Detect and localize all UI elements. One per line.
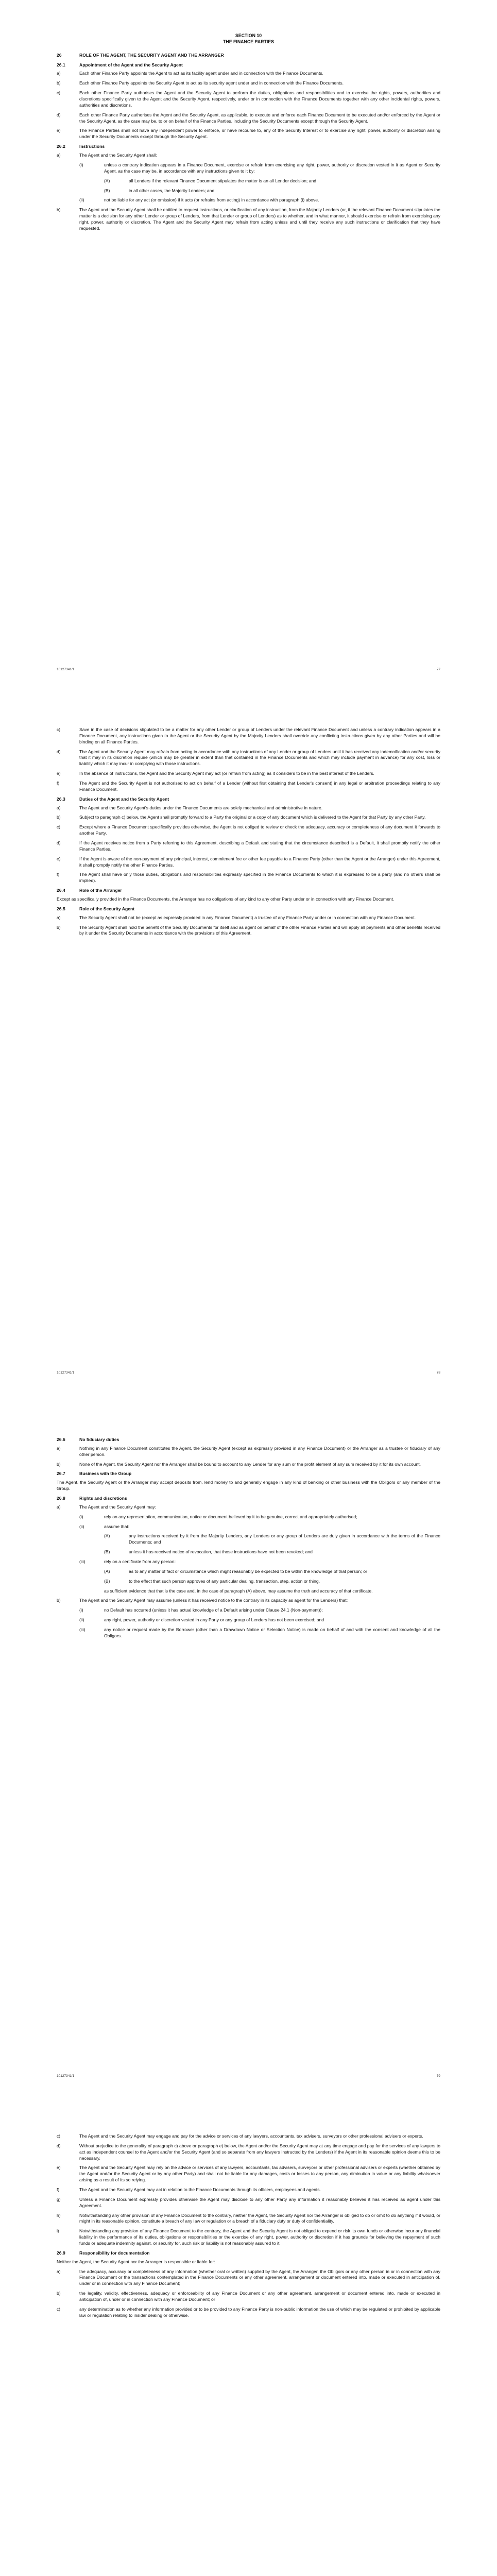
paragraph-text: any notice or request made by the Borrower (other than a Drawdown Notice or Selection Notice) is made on behalf of and with the consent and knowledge of all the Obligors. <box>104 1627 440 1638</box>
paragraph-text: The Agent and the Security Agent shall: <box>79 152 157 158</box>
paragraph <box>57 1446 440 1458</box>
paragraph <box>57 1504 440 1511</box>
clause-heading <box>57 53 440 59</box>
paragraph-text: Unless a Finance Document expressly provides otherwise the Agent may disclose to any other Party any information it reasonably believes it has received as agent under this Agreement. <box>79 2196 440 2208</box>
doc-reference: 10127341/1 <box>57 668 75 671</box>
paragraph-text: The Agent and the Security Agent is not authorised to act on behalf of a Lender (without first obtaining that Lender's consent) in any legal or arbitration proceedings relating to any Finance Document. <box>79 781 440 792</box>
page-number: 78 <box>436 1371 440 1375</box>
paragraph <box>57 2307 440 2319</box>
clause-heading <box>57 62 440 69</box>
paragraph-text: not be liable for any act (or omission) if it acts (or refrains from acting) in accordance with paragraph (i) above. <box>104 197 319 203</box>
page-content <box>57 53 440 232</box>
paragraph-label: e) <box>57 771 61 776</box>
sub-paragraph <box>79 1524 440 1530</box>
paragraph <box>57 80 440 87</box>
page-footer <box>57 668 440 672</box>
page-number: 77 <box>436 668 440 671</box>
sub-paragraph <box>79 1559 440 1565</box>
paragraph-text: Notwithstanding any provision of any Finance Document to the contrary, the Agent and the Security Agent is not obliged to expend or risk its own funds or otherwise incur any financial liability in the performance of its duties, obligations or responsibilities or the exercise of any right, power, authority or discretion if it has grounds for believing the repayment of such funds or adequate indemnity against, or security for, such risk or liability is not reasonably assured to it. <box>79 2228 440 2246</box>
paragraph-text: The Agent shall have only those duties, obligations and responsibilities expressly specified in the Finance Documents to which it is expressed to be a party (and no others shall be implied). <box>79 872 440 884</box>
sub-paragraph <box>104 1579 440 1585</box>
paragraph <box>57 128 440 140</box>
paragraph-text: unless a contrary indication appears in a Finance Document, exercise or refrain from exercising any right, power, authority or discretion vested in it as Agent or Security Agent, as the case may be, in accordance with any instructions given to it by: <box>104 162 440 174</box>
paragraph-label: (A) <box>104 1533 110 1539</box>
paragraph-text: as sufficient evidence that that is the case and, in the case of paragraph (A) above, may assume the truth and accuracy of that certificate. <box>104 1588 373 1594</box>
paragraph-text: If the Agent receives notice from a Party referring to this Agreement, describing a Default and stating that the circumstance described is a Default, it shall promptly notify the other Finance Parties. <box>79 840 440 852</box>
sub-paragraph <box>79 197 440 204</box>
paragraph-text: Each other Finance Party appoints the Agent to act as its facility agent under and in connection with the Finance Documents. <box>79 71 323 76</box>
paragraph-text: The Finance Parties shall not have any independent power to enforce, or have recourse to, any of the Security Interest or to exercise any right, power, authority or discretion arising under the Security Documents except through the Security Agent. <box>79 128 440 140</box>
paragraph-text: In the absence of instructions, the Agent and the Security Agent may act (or refrain from acting) as it considers to be in the best interest of the Lenders. <box>79 771 374 776</box>
clause-number: 26 <box>57 52 62 58</box>
paragraph-text: Save in the case of decisions stipulated to be a matter for any other Lender or group of Lenders under the relevant Finance Document and unless a contrary indication appears in a Finance Document, any instructions given to the Agent or the Security Agent by the Majority Lenders shall override any conflicting instructions given by any other Parties and will be binding on all Finance Parties. <box>79 727 440 744</box>
sub-paragraph <box>79 1627 440 1639</box>
doc-reference: 10127341/1 <box>57 2074 75 2078</box>
page-content <box>57 727 440 937</box>
paragraph-text: Subject to paragraph c) below, the Agent shall promptly forward to a Party the original or a copy of any document which is delivered to the Agent for that Party by any other Party. <box>79 815 426 820</box>
paragraph-text: assume that: <box>104 1523 130 1529</box>
paragraph <box>57 771 440 777</box>
paragraph <box>57 2197 440 2209</box>
doc-reference: 10127341/1 <box>57 1371 75 1375</box>
paragraph-text: The Agent and the Security Agent shall be entitled to request instructions, or clarification of any instruction, from the Majority Lenders (or, if the relevant Finance Document stipulates the matter is a decision for any other Lender or group of Lenders, from that Lender or group of Lenders) as to whether, and in what manner, it should exercise or refrain from exercising any right, power, authority or discretion. The Agent and the Security Agent may refrain from acting unless and until they receive any such instructions or clarification that they have requested. <box>79 207 440 231</box>
clause-number: 26.5 <box>57 906 65 911</box>
paragraph-label: (ii) <box>79 1523 84 1529</box>
clause-title: Instructions <box>79 144 105 149</box>
clause-heading <box>57 888 440 894</box>
page <box>0 2110 497 2576</box>
page <box>0 703 497 1406</box>
paragraph-label: c) <box>57 90 61 96</box>
paragraph-text: Except as specifically provided in the Finance Documents, the Arranger has no obligations of any kind to any other Party under or in connection with any Finance Document. <box>57 896 395 902</box>
paragraph <box>57 71 440 77</box>
page-footer <box>57 1371 440 1376</box>
clause-title: Duties of the Agent and the Security Agent <box>79 796 169 802</box>
paragraph <box>57 815 440 821</box>
paragraph-label: (A) <box>104 1568 110 1574</box>
clause-number: 26.2 <box>57 144 65 149</box>
page <box>0 0 497 703</box>
paragraph <box>57 90 440 109</box>
paragraph-text: None of the Agent, the Security Agent nor the Arranger shall be bound to account to any Lender for any sum or the profit element of any sum received by it for its own account. <box>79 1461 421 1467</box>
paragraph-label: c) <box>57 2133 61 2139</box>
paragraph-label: e) <box>57 128 61 133</box>
paragraph-label: (i) <box>79 1607 83 1613</box>
paragraph <box>57 1598 440 1604</box>
paragraph-text: the legality, validity, effectiveness, adequacy or enforceability of any Finance Document or any other agreement, arrangement or document entered into, made or executed in anticipation of, under or in connection with any Finance Document; or <box>79 2291 440 2302</box>
paragraph-label: f) <box>57 872 60 877</box>
sub-paragraph <box>104 188 440 194</box>
page-number: 79 <box>436 2074 440 2078</box>
paragraph-label: (iii) <box>79 1559 85 1565</box>
paragraph-label: (iii) <box>79 1627 85 1633</box>
clause-title: Business with the Group <box>79 1471 132 1477</box>
paragraph <box>57 824 440 837</box>
clause-heading <box>57 1437 440 1443</box>
clause-number: 26.9 <box>57 2250 65 2256</box>
paragraph-label: b) <box>57 1461 61 1467</box>
section-number: SECTION 10 <box>235 33 262 38</box>
clause-heading <box>57 1496 440 1502</box>
paragraph-label: f) <box>57 781 60 786</box>
paragraph-label: (A) <box>104 178 110 183</box>
paragraph <box>57 840 440 853</box>
paragraph <box>57 2187 440 2193</box>
paragraph <box>57 2269 440 2287</box>
paragraph-label: h) <box>57 2212 61 2218</box>
paragraph <box>57 2143 440 2162</box>
paragraph-label: d) <box>57 840 61 846</box>
paragraph-label: g) <box>57 2196 61 2202</box>
paragraph-label: (ii) <box>79 1617 84 1623</box>
paragraph <box>57 2165 440 2183</box>
sub-paragraph <box>79 1607 440 1614</box>
paragraph-text: any instructions received by it from the Majority Lenders, any Lenders or any group of Lenders are duly given in accordance with the terms of the Finance Documents; and <box>129 1533 440 1545</box>
paragraph-label: (B) <box>104 1578 110 1584</box>
paragraph-text: Neither the Agent, the Security Agent nor the Arranger is responsible or liable for: <box>57 2259 215 2264</box>
paragraph-label: b) <box>57 1598 61 1603</box>
paragraph-label: (B) <box>104 188 110 193</box>
paragraph-text: The Agent and the Security Agent may assume (unless it has received notice to the contrary in its capacity as agent for the Lenders) that: <box>79 1598 348 1603</box>
paragraph-label: d) <box>57 112 61 117</box>
paragraph-label: e) <box>57 2165 61 2171</box>
paragraph <box>57 2213 440 2225</box>
clause-title: Role of the Arranger <box>79 888 122 893</box>
clause-heading <box>57 144 440 150</box>
sub-paragraph <box>79 1514 440 1520</box>
clause-number: 26.7 <box>57 1471 65 1477</box>
paragraph-label: (B) <box>104 1549 110 1555</box>
paragraph-text: The Security Agent shall hold the benefit of the Security Documents for itself and as agent on behalf of the other Finance Parties and will apply all payments and other benefits received by it under the Security Documents in accordance with the provisions of this Agreement. <box>79 924 440 936</box>
paragraph-text: the adequacy, accuracy or completeness of any information (whether oral or written) supplied by the Agent, the Arranger, the Obligors or any other person in or in connection with any Finance Document or the transactions contemplated in the Finance Documents or any other agreement, arrangement or document entered into, made or executed in anticipation of, under or in connection with any Finance Document; <box>79 2268 440 2286</box>
page-footer <box>57 2074 440 2079</box>
clause-number: 26.6 <box>57 1437 65 1442</box>
paragraph-label: c) <box>57 824 61 830</box>
sub-paragraph <box>104 1549 440 1555</box>
paragraph-label: a) <box>57 152 61 158</box>
paragraph-label: c) <box>57 2306 61 2312</box>
paragraph-label: d) <box>57 2143 61 2148</box>
clause-heading <box>57 796 440 803</box>
paragraph-text: The Agent and the Security Agent may engage and pay for the advice or services of any lawyers, accountants, tax advisers, surveyors or other professional advisers or experts. <box>79 2133 423 2139</box>
paragraph <box>57 727 440 745</box>
paragraph-label: c) <box>57 727 61 732</box>
paragraph <box>57 781 440 793</box>
sub-paragraph <box>79 1617 440 1623</box>
page <box>0 1406 497 2110</box>
section-heading: THE FINANCE PARTIES <box>222 39 275 44</box>
page-content <box>57 1437 440 1639</box>
section-title <box>57 33 440 45</box>
clause-heading <box>57 906 440 912</box>
paragraph-label: e) <box>57 856 61 861</box>
paragraph-text: Notwithstanding any other provision of any Finance Document to the contrary, neither the Agent, the Security Agent nor the Arranger is obliged to do or omit to do anything if it would, or might in its reasonable opinion, constitute a breach of any law or regulation or a breach of a fiduciary duty or duty of confidentiality. <box>79 2212 440 2224</box>
paragraph <box>57 915 440 921</box>
paragraph-text: rely on any representation, communication, notice or document believed by it to be genuine, correct and appropriately authorised; <box>104 1514 357 1519</box>
clause-title: Appointment of the Agent and the Security Agent <box>79 62 183 67</box>
paragraph-text: The Agent and the Security Agent's duties under the Finance Documents are solely mechanical and administrative in nature. <box>79 805 323 810</box>
paragraph-label: b) <box>57 924 61 930</box>
paragraph-text: as to any matter of fact or circumstance which might reasonably be expected to be within the knowledge of that person; or <box>129 1568 367 1574</box>
paragraph-label: b) <box>57 80 61 86</box>
paragraph-label: i) <box>57 2228 59 2234</box>
clause-heading <box>57 1471 440 1477</box>
paragraph <box>57 856 440 869</box>
paragraph-label: (ii) <box>79 197 84 203</box>
paragraph-label: (i) <box>79 162 83 167</box>
paragraph <box>57 925 440 937</box>
paragraph <box>57 872 440 884</box>
paragraph-label: a) <box>57 71 61 76</box>
paragraph-label: (i) <box>79 1514 83 1519</box>
paragraph-label: a) <box>57 805 61 810</box>
paragraph-text: The Agent and the Security Agent may act in relation to the Finance Documents through its officers, employees and agents. <box>79 2187 321 2193</box>
paragraph-text: Each other Finance Party authorises the Agent and the Security Agent, as applicable, to execute and enforce each Finance Document to be executed and/or enforced by the Agent or the Security Agent, as the case may be, to or on behalf of the Finance Parties, including the Security Documents except through the Security Agent. <box>79 112 440 124</box>
clause-title: Role of the Security Agent <box>79 906 135 911</box>
paragraph-text: rely on a certificate from any person: <box>104 1559 176 1565</box>
paragraph-label: a) <box>57 1504 61 1510</box>
paragraph <box>57 207 440 231</box>
paragraph <box>57 2291 440 2303</box>
paragraph <box>57 2228 440 2247</box>
paragraph-text: to the effect that such person approves of any particular dealing, transaction, step, action or thing, <box>129 1578 320 1584</box>
sub-paragraph <box>104 1569 440 1575</box>
paragraph-text: Nothing in any Finance Document constitutes the Agent, the Security Agent (except as expressly provided in any Finance Document) or the Arranger as a trustee or fiduciary of any other person. <box>79 1445 440 1457</box>
paragraph-text: any right, power, authority or discretion vested in any Party or any group of Lenders has not been exercised; and <box>104 1617 324 1623</box>
clause-title: Rights and discretions <box>79 1496 127 1501</box>
paragraph-label: a) <box>57 914 61 920</box>
paragraph-label: d) <box>57 749 61 754</box>
clause-title: No fiduciary duties <box>79 1437 119 1442</box>
paragraph-text: no Default has occurred (unless it has actual knowledge of a Default arising under Clause 24.1 (Non-payment)); <box>104 1607 323 1613</box>
paragraph-label: a) <box>57 2268 61 2274</box>
paragraph-label: a) <box>57 1445 61 1451</box>
paragraph-label: b) <box>57 815 61 820</box>
paragraph-text: The Security Agent shall not be (except as expressly provided in any Finance Document) a trustee of any Finance Party under or in connection with any Finance Document. <box>79 914 416 920</box>
clause-title: Responsibility for documentation <box>79 2250 150 2256</box>
sub-paragraph <box>79 162 440 175</box>
paragraph-text: The Agent and the Security Agent may: <box>79 1504 157 1510</box>
sub-paragraph <box>104 1533 440 1546</box>
paragraph-text: Each other Finance Party appoints the Security Agent to act as its security agent under and in connection with the Finance Documents. <box>79 80 344 86</box>
paragraph-label: b) <box>57 207 61 213</box>
paragraph-text: any determination as to whether any information provided or to be provided to any Finance Party is non-public information the use of which may be regulated or prohibited by applicable law or regulation relating to insider dealing or otherwise. <box>79 2306 440 2318</box>
paragraph-text: Each other Finance Party authorises the Agent and the Security Agent to perform the duties, obligations and responsibilities and to exercise the rights, powers, authorities and discretions specifically given to the Agent and the Security Agent, respectively, under or in connection with the Finance Documents together with any other incidental rights, powers, authorities and discretions. <box>79 90 440 108</box>
paragraph-text: The Agent and the Security Agent may refrain from acting in accordance with any instructions of any Lender or group of Lenders until it has received any indemnification and/or security that it may in its discretion require (which may be greater in extent than that contained in the Finance Documents and which may include payment in advance) for any cost, loss or liability which it may incur in complying with those instructions. <box>79 749 440 767</box>
clause-number: 26.4 <box>57 888 65 893</box>
paragraph-text: Without prejudice to the generality of paragraph c) above or paragraph e) below, the Agent and/or the Security Agent may at any time engage and pay for the services of any lawyers to act as independent counsel to the Agent and/or the Security Agent (and so separate from any lawyers instructed by the Lenders) if the Agent in its reasonable opinion deems this to be necessary. <box>79 2143 440 2161</box>
paragraph <box>57 2133 440 2140</box>
sub-paragraph <box>104 178 440 184</box>
paragraph <box>57 152 440 159</box>
paragraph-text: If the Agent is aware of the non-payment of any principal, interest, commitment fee or other fee payable to a Finance Party (other than the Agent or the Arranger) under this Agreement, it shall promptly notify the other Finance Parties. <box>79 856 440 868</box>
paragraph <box>57 805 440 811</box>
paragraph-text: all Lenders if the relevant Finance Document stipulates the matter is an all Lender decision; and <box>129 178 317 183</box>
paragraph-text: The Agent, the Security Agent or the Arranger may accept deposits from, lend money to and generally engage in any kind of banking or other business with the Obligors or any member of the Group. <box>57 1480 440 1492</box>
paragraph <box>57 1462 440 1468</box>
clause-number: 26.8 <box>57 1496 65 1501</box>
paragraph-text: Except where a Finance Document specifically provides otherwise, the Agent is not obliged to review or check the adequacy, accuracy or completeness of any document it forwards to another Party. <box>79 824 440 836</box>
clause-heading <box>57 2250 440 2257</box>
paragraph-text: in all other cases, the Majority Lenders; and <box>129 188 215 193</box>
paragraph <box>57 749 440 768</box>
paragraph-label: f) <box>57 2187 60 2193</box>
clause-title: ROLE OF THE AGENT, THE SECURITY AGENT AND THE ARRANGER <box>79 52 224 58</box>
clause-number: 26.1 <box>57 62 65 67</box>
paragraph-text: The Agent and the Security Agent may rely on the advice or services of any lawyers, accountants, tax advisers, surveyors or other professional advisers or experts (whether obtained by the Agent and/or the Security Agent or by any other Party) and shall not be liable for any damages, costs or losses to any person, any diminution in value or any liability whatsoever arising as a result of its so relying. <box>79 2165 440 2183</box>
paragraph-text: unless it has received notice of revocation, that those instructions have not been revoked; and <box>129 1549 313 1555</box>
page-content <box>57 2133 440 2319</box>
clause-number: 26.3 <box>57 796 65 802</box>
paragraph <box>57 112 440 125</box>
paragraph-label: b) <box>57 2291 61 2296</box>
